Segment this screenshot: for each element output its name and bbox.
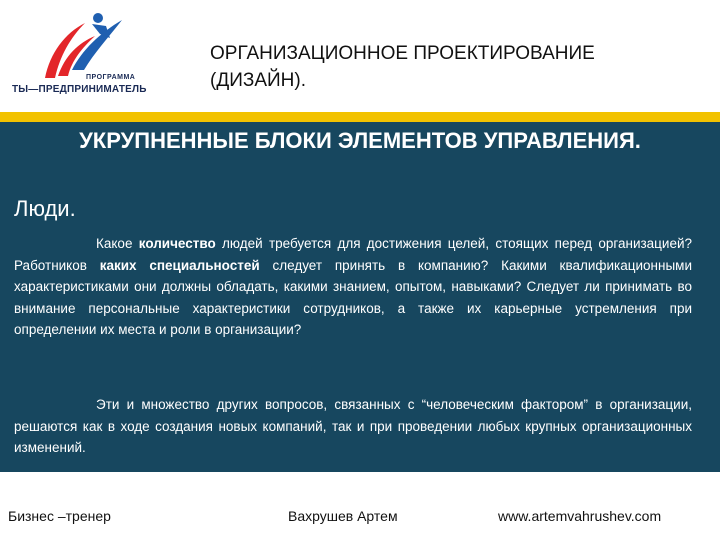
footer-role: Бизнес –тренер	[8, 508, 111, 524]
p1-bold-specialties: каких специальностей	[99, 257, 260, 273]
paragraph-2	[14, 394, 692, 459]
section-heading: УКРУПНЕННЫЕ БЛОКИ ЭЛЕМЕНТОВ УПРАВЛЕНИЯ.	[79, 128, 641, 153]
p1-text-c: людей требуется для достижения целей, стоящих перед организацией? Работников	[14, 236, 693, 273]
slide-header	[0, 0, 720, 112]
paragraph-1	[14, 233, 692, 341]
footer-website-link[interactable]: www.artemvahrushev.com	[498, 508, 662, 524]
footer-author: Вахрушев Артем	[288, 508, 398, 524]
logo-caption: ПРОГРАММА	[86, 74, 136, 81]
slide-title	[210, 40, 595, 94]
title-line-1: ОРГАНИЗАЦИОННОЕ ПРОЕКТИРОВАНИЕ	[210, 43, 595, 64]
p1-text-a: Какое	[96, 236, 139, 251]
title-line-2: (ДИЗАЙН).	[210, 70, 306, 91]
subsection-title: Люди.	[14, 196, 76, 221]
p1-text-e: следует принять в компанию? Какими квалификационными характеристиками они должны обладать, какими знанием, опытом, навыками? Следует ли принимать во внимание персональные характеристики сотрудников, а также их карьерные устремления при определении их места и роли в организации?	[14, 257, 692, 338]
logo-wordmark: ТЫ—ПРЕДПРИНИМАТЕЛЬ	[12, 84, 147, 95]
p1-bold-quantity: количество	[138, 236, 216, 251]
p2-text: Эти и множество других вопросов, связанных с “человеческим фактором” в организации, решаются как в ходе создания новых компаний, так и при проведении любых крупных организационных изменений.	[14, 397, 692, 456]
slide-footer	[0, 472, 720, 540]
